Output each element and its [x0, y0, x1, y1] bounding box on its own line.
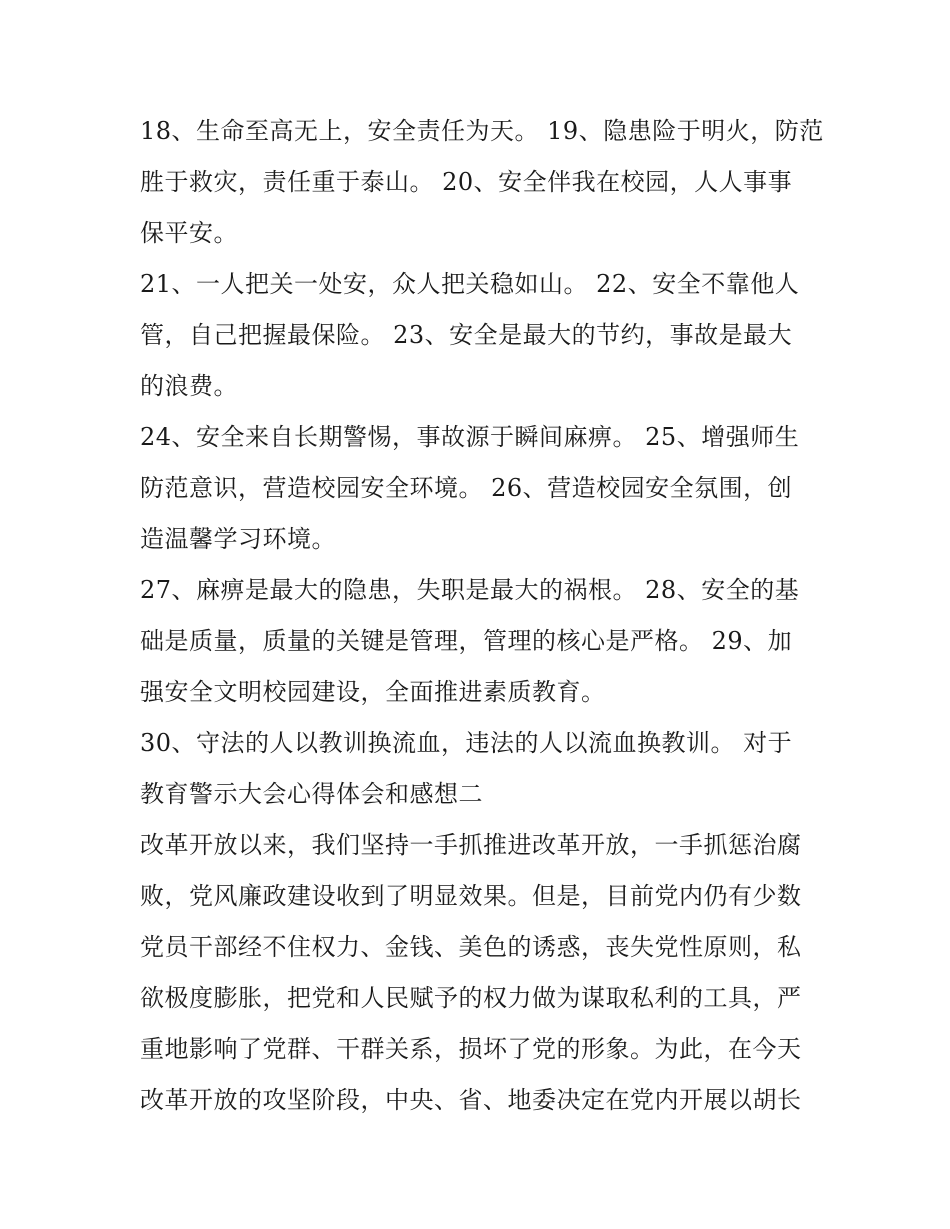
text-line: 胜于救灾，责任重于泰山。 20、安全伴我在校园，人人事事: [140, 168, 793, 196]
text-line: 教育警示大会心得体会和感想二: [140, 780, 483, 808]
text-line: 重地影响了党群、干群关系，损坏了党的形象。为此，在今天: [140, 1035, 802, 1063]
text-line: 强安全文明校园建设，全面推进素质教育。: [140, 678, 606, 706]
text-line: 败，党风廉政建设收到了明显效果。但是，目前党内仍有少数: [140, 882, 802, 910]
text-line: 改革开放以来，我们坚持一手抓推进改革开放，一手抓惩治腐: [140, 831, 802, 859]
text-line: 18、生命至高无上，安全责任为天。 19、隐患险于明火，防范: [140, 117, 824, 145]
text-line: 24、安全来自长期警惕，事故源于瞬间麻痹。 25、增强师生: [140, 423, 800, 451]
document-body: [140, 106, 824, 1126]
text-line: 的浪费。: [140, 372, 238, 400]
text-line: 党员干部经不住权力、金钱、美色的诱惑，丧失党性原则，私: [140, 933, 802, 961]
text-line: 21、一人把关一处安，众人把关稳如山。 22、安全不靠他人: [140, 270, 800, 298]
text-line: 27、麻痹是最大的隐患，失职是最大的祸根。 28、安全的基: [140, 576, 800, 604]
text-line: 管，自己把握最保险。 23、安全是最大的节约，事故是最大: [140, 321, 793, 349]
text-line: 防范意识，营造校园安全环境。 26、营造校园安全氛围，创: [140, 474, 793, 502]
text-line: 改革开放的攻坚阶段，中央、省、地委决定在党内开展以胡长: [140, 1086, 802, 1114]
text-line: 30、守法的人以教训换流血，违法的人以流血换教训。 对于: [140, 729, 793, 757]
text-line: 础是质量，质量的关键是管理，管理的核心是严格。 29、加: [140, 627, 793, 655]
text-line: 保平安。: [140, 219, 238, 247]
text-line: 欲极度膨胀，把党和人民赋予的权力做为谋取私利的工具，严: [140, 984, 802, 1012]
text-line: 造温馨学习环境。: [140, 525, 336, 553]
